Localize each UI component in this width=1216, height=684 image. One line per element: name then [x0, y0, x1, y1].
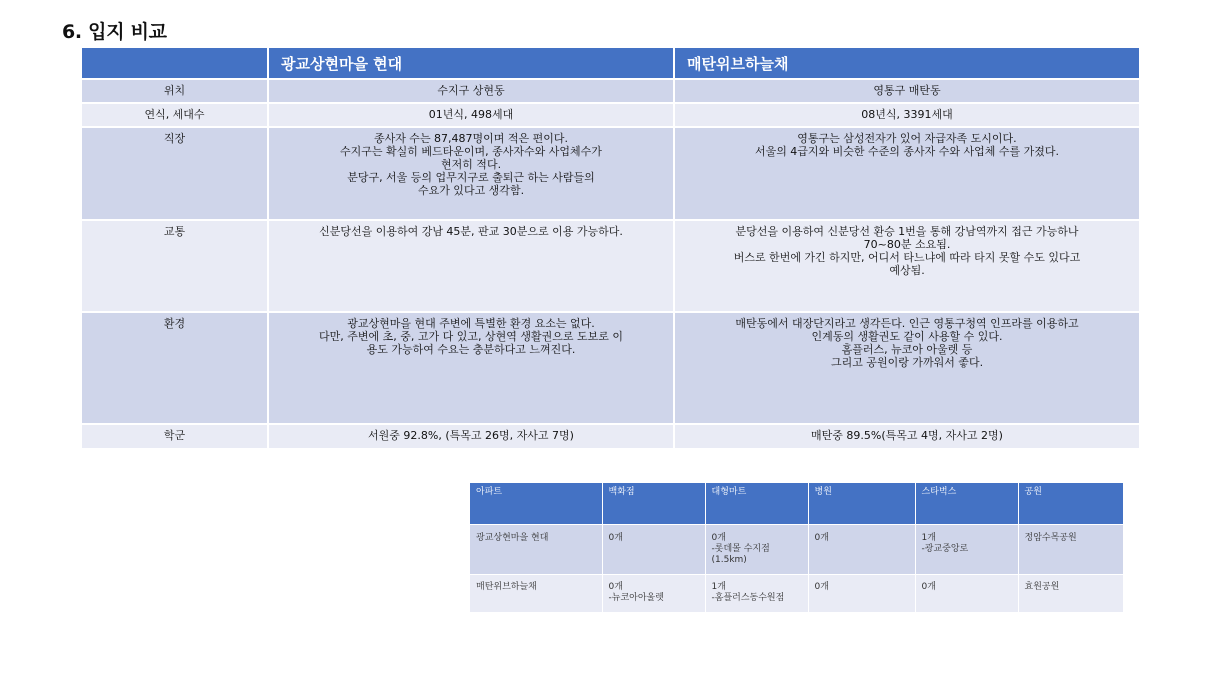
facilities-header-cell: 대형마트 [705, 483, 808, 525]
cell-line: 매탄위브하늘채 [476, 582, 537, 592]
row-location [82, 79, 1140, 103]
cell-line: 그리고 공원이랑 가까워서 좋다. [830, 356, 984, 369]
cell-line: 분당선을 이용하여 신분당선 환승 1번을 통해 강남역까지 접근 가능하나 [735, 225, 1079, 238]
facilities-cell [1018, 575, 1123, 613]
cell-line: -홈플러스동수원점 [711, 593, 785, 603]
facilities-cell [1018, 525, 1123, 575]
cell-line: 분당구, 서울 등의 업무지구로 출퇴근 하는 사람들의 [347, 171, 595, 184]
cell-a [268, 312, 674, 424]
cell-a [268, 424, 674, 448]
row-transport [82, 220, 1140, 312]
header-cell-complex-a: 광교상현마을 현대 [268, 48, 674, 79]
facilities-cell [915, 525, 1018, 575]
facilities-header-row [470, 483, 1123, 525]
cell-line: 인계동의 생활권도 같이 사용할 수 있다. [811, 330, 1003, 343]
cell-b [674, 127, 1140, 220]
cell-line: -롯데몰 수지점 [711, 544, 770, 554]
cell-a [268, 127, 674, 220]
cell-a [268, 220, 674, 312]
cell-line: 0개 [608, 533, 623, 543]
cell-line: 0개 [711, 533, 726, 543]
cell-line: 1개 [711, 582, 726, 592]
cell-line: 효원공원 [1024, 582, 1060, 592]
row-label: 연식, 세대수 [82, 103, 268, 127]
row-age-households [82, 103, 1140, 127]
row-label: 교통 [82, 220, 268, 312]
cell-b [674, 220, 1140, 312]
cell-line: 용도 가능하여 수요는 충분하다고 느껴진다. [366, 343, 576, 356]
row-label: 환경 [82, 312, 268, 424]
cell-line: 수요가 있다고 생각함. [417, 184, 525, 197]
facilities-cell [705, 575, 808, 613]
cell-line: 다만, 주변에 초, 중, 고가 다 있고, 상현역 생활권으로 도보로 이 [319, 330, 623, 343]
cell-a [268, 103, 674, 127]
row-label: 위치 [82, 79, 268, 103]
cell-line: 0개 [608, 582, 623, 592]
facilities-cell [602, 575, 705, 613]
cell-line: 버스로 한번에 가긴 하지만, 어디서 타느냐에 따라 타지 못할 수도 있다고 [733, 251, 1081, 264]
cell-line: 예상됨. [889, 264, 925, 277]
cell-line: 0개 [814, 582, 829, 592]
cell-line: 광교상현마을 현대 [476, 533, 549, 543]
facilities-cell [470, 575, 602, 613]
cell-line: 종사자 수는 87,487명이며 적은 편이다. [373, 132, 569, 145]
cell-line: 01년식, 498세대 [428, 108, 514, 121]
facilities-cell [915, 575, 1018, 613]
cell-line: -뉴코아아울렛 [608, 593, 664, 603]
row-label: 직장 [82, 127, 268, 220]
cell-line: 광교상현마을 현대 주변에 특별한 환경 요소는 없다. [347, 317, 595, 330]
cell-b [674, 424, 1140, 448]
cell-line: 매탄중 89.5%(특목고 4명, 자사고 2명) [811, 429, 1003, 442]
cell-line: 0개 [814, 533, 829, 543]
header-cell-empty [82, 48, 268, 79]
row-workplace [82, 127, 1140, 220]
cell-line: 서원중 92.8%, (특목고 26명, 자사고 7명) [368, 429, 574, 442]
cell-b [674, 79, 1140, 103]
cell-line: (1.5km) [711, 555, 747, 565]
row-label: 학군 [82, 424, 268, 448]
comparison-header-row [82, 48, 1140, 79]
header-cell-complex-b: 매탄위브하늘채 [674, 48, 1140, 79]
facilities-cell [808, 525, 915, 575]
facilities-cell [602, 525, 705, 575]
facilities-header-cell: 아파트 [470, 483, 602, 525]
facilities-cell [470, 525, 602, 575]
cell-line: 현저히 적다. [440, 158, 502, 171]
facilities-row [470, 525, 1123, 575]
facilities-header-cell: 공원 [1018, 483, 1123, 525]
facilities-header-cell: 병원 [808, 483, 915, 525]
cell-line: 신분당선을 이용하여 강남 45분, 판교 30분으로 이용 가능하다. [319, 225, 623, 238]
facilities-cell [705, 525, 808, 575]
cell-line: 서울의 4급지와 비슷한 수준의 종사자 수와 사업체 수를 가졌다. [754, 145, 1060, 158]
cell-line: 영통구는 삼성전자가 있어 자급자족 도시이다. [797, 132, 1017, 145]
facilities-header-cell: 스타벅스 [915, 483, 1018, 525]
facilities-row [470, 575, 1123, 613]
cell-line: 수지구는 확실히 베드타운이며, 종사자수와 사업체수가 [340, 145, 602, 158]
location-comparison-table [82, 48, 1141, 448]
cell-line: 홈플러스, 뉴코아 아울렛 등 [841, 343, 973, 356]
cell-line: 수지구 상현동 [437, 84, 505, 97]
cell-a [268, 79, 674, 103]
row-environment [82, 312, 1140, 424]
facilities-header-cell: 백화점 [602, 483, 705, 525]
cell-line: 1개 [921, 533, 936, 543]
facilities-table [470, 483, 1124, 612]
cell-line: 영통구 매탄동 [873, 84, 941, 97]
cell-b [674, 103, 1140, 127]
cell-line: 08년식, 3391세대 [861, 108, 953, 121]
cell-line: 0개 [921, 582, 936, 592]
cell-b [674, 312, 1140, 424]
cell-line: -광교중앙로 [921, 544, 969, 554]
cell-line: 매탄동에서 대장단지라고 생각든다. 인근 영통구청역 인프라를 이용하고 [735, 317, 1079, 330]
row-school-district [82, 424, 1140, 448]
page-title: 6. 입지 비교 [62, 21, 167, 43]
facilities-cell [808, 575, 915, 613]
cell-line: 정암수목공원 [1024, 533, 1077, 543]
cell-line: 70~80분 소요됨. [863, 238, 951, 251]
